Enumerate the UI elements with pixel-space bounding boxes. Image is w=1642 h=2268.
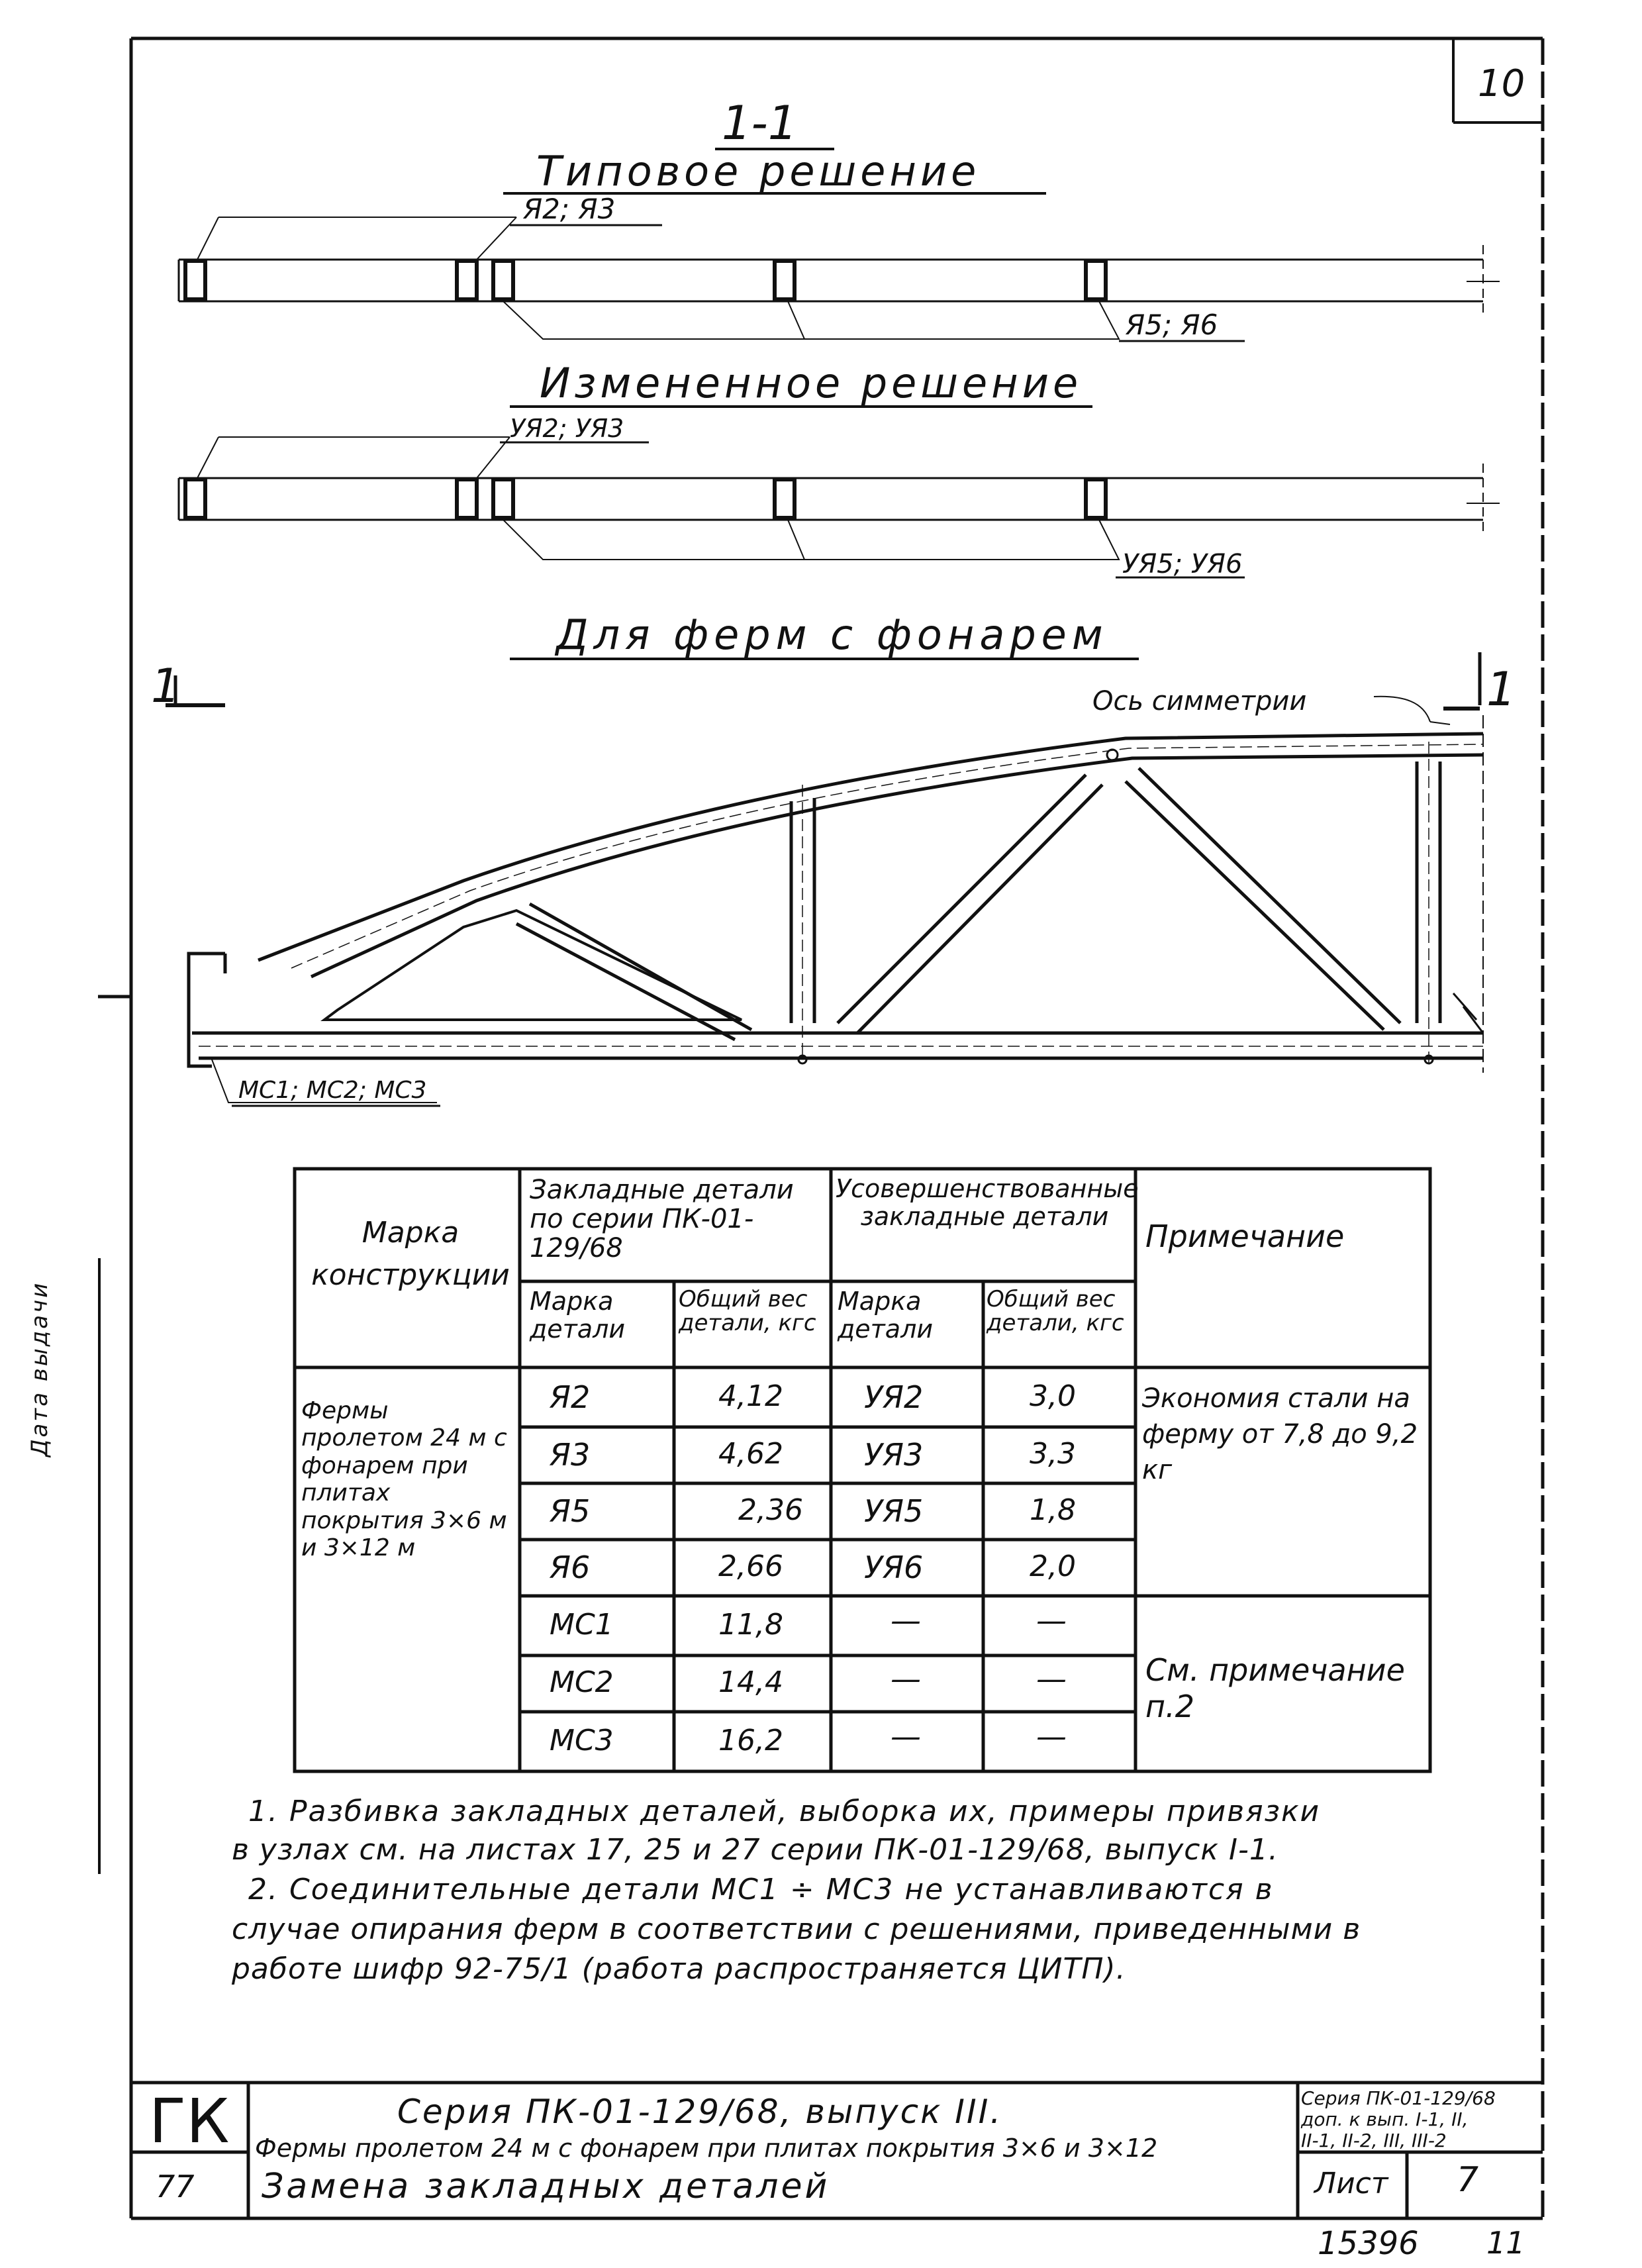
- header-note: Примечание: [1145, 1218, 1345, 1254]
- header-improved-mark: Марка детали: [838, 1287, 934, 1344]
- improved-weight-cell: 1,8: [1030, 1493, 1076, 1527]
- note-2-line-1: 2. Соединительные детали МС1 ÷ МС3 не устанавливаются в: [248, 1873, 1274, 1906]
- detail-mark-cell: Я6: [550, 1550, 591, 1585]
- table-row: [520, 1655, 1135, 1712]
- improved-mark-cell: —: [891, 1661, 921, 1697]
- corner-sheet-number: 10: [1478, 62, 1525, 105]
- detail-weight-cell: 14,4: [718, 1665, 783, 1699]
- sheet-label: Лист: [1314, 2167, 1388, 2200]
- cut-mark-right: 1: [1486, 662, 1516, 716]
- detail-mark-cell: Я2: [550, 1379, 591, 1415]
- title-block-ref-1: Серия ПК-01-129/68: [1301, 2087, 1496, 2109]
- header-improved-weight: Общий вес детали, кгс: [987, 1286, 1124, 1336]
- cut-mark-left: 1: [151, 659, 181, 713]
- corner-sheet-box: [1453, 38, 1543, 123]
- note-2-line-2: случае опирания ферм в соответствии с решениями, приведенными в: [232, 1912, 1361, 1946]
- table-row: [520, 1483, 1135, 1540]
- header-construction-mark: Марка конструкции: [311, 1216, 510, 1292]
- truss-title: Для ферм с фонарем: [556, 611, 1108, 659]
- improved-embedded-detail: [1086, 479, 1106, 518]
- improved-embedded-detail: [185, 479, 205, 518]
- typical-label-right: Я5; Я6: [1126, 309, 1218, 341]
- inventory-number: 15396: [1318, 2225, 1419, 2262]
- table-row: [520, 1427, 1135, 1483]
- note-steel-economy: Экономия стали на ферму от 7,8 до 9,2 кг: [1142, 1383, 1418, 1485]
- detail-weight-cell: 2,36: [738, 1493, 803, 1527]
- detail-mark-cell: МС2: [550, 1665, 614, 1699]
- improved-weight-cell: —: [1036, 1602, 1067, 1638]
- improved-mark-cell: —: [891, 1718, 921, 1754]
- title-block-ref-3: II-1, II-2, III, III-2: [1301, 2130, 1447, 2151]
- title-block-org: ГК: [149, 2086, 230, 2157]
- typical-section-beam: [179, 245, 1500, 318]
- detail-mark-cell: МС1: [550, 1608, 614, 1642]
- modified-label-top: УЯ2; УЯ3: [510, 414, 624, 443]
- header-improved-group: Усовершенствованные закладные детали: [836, 1174, 1139, 1231]
- title-block-name: Замена закладных деталей: [262, 2167, 830, 2206]
- table-row: [520, 1596, 1135, 1655]
- detail-weight-cell: 11,8: [718, 1608, 783, 1642]
- modified-section-beam: [179, 464, 1500, 536]
- improved-weight-cell: —: [1036, 1718, 1067, 1754]
- support-detail-label: МС1; МС2; МС3: [238, 1077, 427, 1104]
- note-1-line-1: 1. Разбивка закладных деталей, выборка их, примеры привязки: [248, 1795, 1321, 1828]
- detail-mark-cell: МС3: [550, 1724, 614, 1757]
- construction-description: Фермы пролетом 24 м с фонарем при плитах покрытия 3×6 м и 3×12 м: [301, 1397, 507, 1561]
- table-row: [520, 1367, 1135, 1427]
- detail-mark-cell: Я3: [550, 1437, 591, 1473]
- improved-embedded-detail: [457, 479, 477, 518]
- improved-weight-cell: 2,0: [1030, 1550, 1076, 1583]
- detail-weight-cell: 4,12: [718, 1379, 783, 1413]
- page-number: 11: [1486, 2225, 1525, 2261]
- issue-date-stamp: Дата выдачи: [26, 1281, 53, 1457]
- note-1-line-2: в узлах см. на листах 17, 25 и 27 серии ПК-01-129/68, выпуск I-1.: [232, 1833, 1279, 1867]
- header-total-weight: Общий вес детали, кгс: [679, 1286, 816, 1336]
- embedded-detail: [493, 261, 513, 299]
- title-block-year: 77: [156, 2169, 195, 2204]
- improved-mark-cell: УЯ3: [864, 1437, 924, 1473]
- improved-mark-cell: УЯ2: [864, 1379, 924, 1415]
- modified-solution-title: Измененное решение: [540, 359, 1083, 407]
- note-see-remark: См. примечание п.2: [1145, 1652, 1405, 1725]
- improved-embedded-detail: [493, 479, 513, 518]
- header-detail-mark: Марка детали: [530, 1287, 626, 1344]
- improved-mark-cell: —: [891, 1602, 921, 1638]
- embedded-detail: [775, 261, 795, 299]
- axis-of-symmetry-label: Ось симметрии: [1092, 686, 1307, 716]
- improved-weight-cell: 3,0: [1030, 1379, 1076, 1413]
- side-stamp-line: [98, 1258, 101, 1874]
- section-mark: 1-1: [722, 96, 798, 150]
- sheet-number: 7: [1457, 2160, 1479, 2200]
- improved-embedded-detail: [775, 479, 795, 518]
- improved-mark-cell: УЯ6: [864, 1550, 924, 1585]
- detail-mark-cell: Я5: [550, 1493, 591, 1529]
- table-row: [520, 1712, 1135, 1771]
- title-block-subject: Фермы пролетом 24 м с фонарем при плитах покрытия 3×6 и 3×12: [255, 2134, 1158, 2163]
- header-series-group: Закладные детали по серии ПК-01-129/68: [530, 1175, 794, 1263]
- table-row: [520, 1540, 1135, 1596]
- modified-label-right: УЯ5; УЯ6: [1122, 549, 1243, 579]
- embedded-detail: [457, 261, 477, 299]
- title-block-ref-2: доп. к вып. I-1, II,: [1301, 2108, 1469, 2130]
- note-2-line-3: работе шифр 92-75/1 (работа распространяется ЦИТП).: [232, 1952, 1126, 1986]
- title-block-series: Серия ПК-01-129/68, выпуск III.: [397, 2093, 1003, 2131]
- improved-mark-cell: УЯ5: [864, 1493, 924, 1529]
- improved-weight-cell: —: [1036, 1661, 1067, 1697]
- detail-weight-cell: 4,62: [718, 1437, 783, 1471]
- truss-elevation: [189, 715, 1483, 1103]
- typical-solution-title: Типовое решение: [536, 147, 981, 195]
- embedded-detail: [185, 261, 205, 299]
- embedded-detail: [1086, 261, 1106, 299]
- detail-weight-cell: 2,66: [718, 1550, 783, 1583]
- improved-weight-cell: 3,3: [1030, 1437, 1076, 1471]
- typical-label-top: Я2; Я3: [523, 193, 616, 225]
- detail-weight-cell: 16,2: [718, 1724, 783, 1757]
